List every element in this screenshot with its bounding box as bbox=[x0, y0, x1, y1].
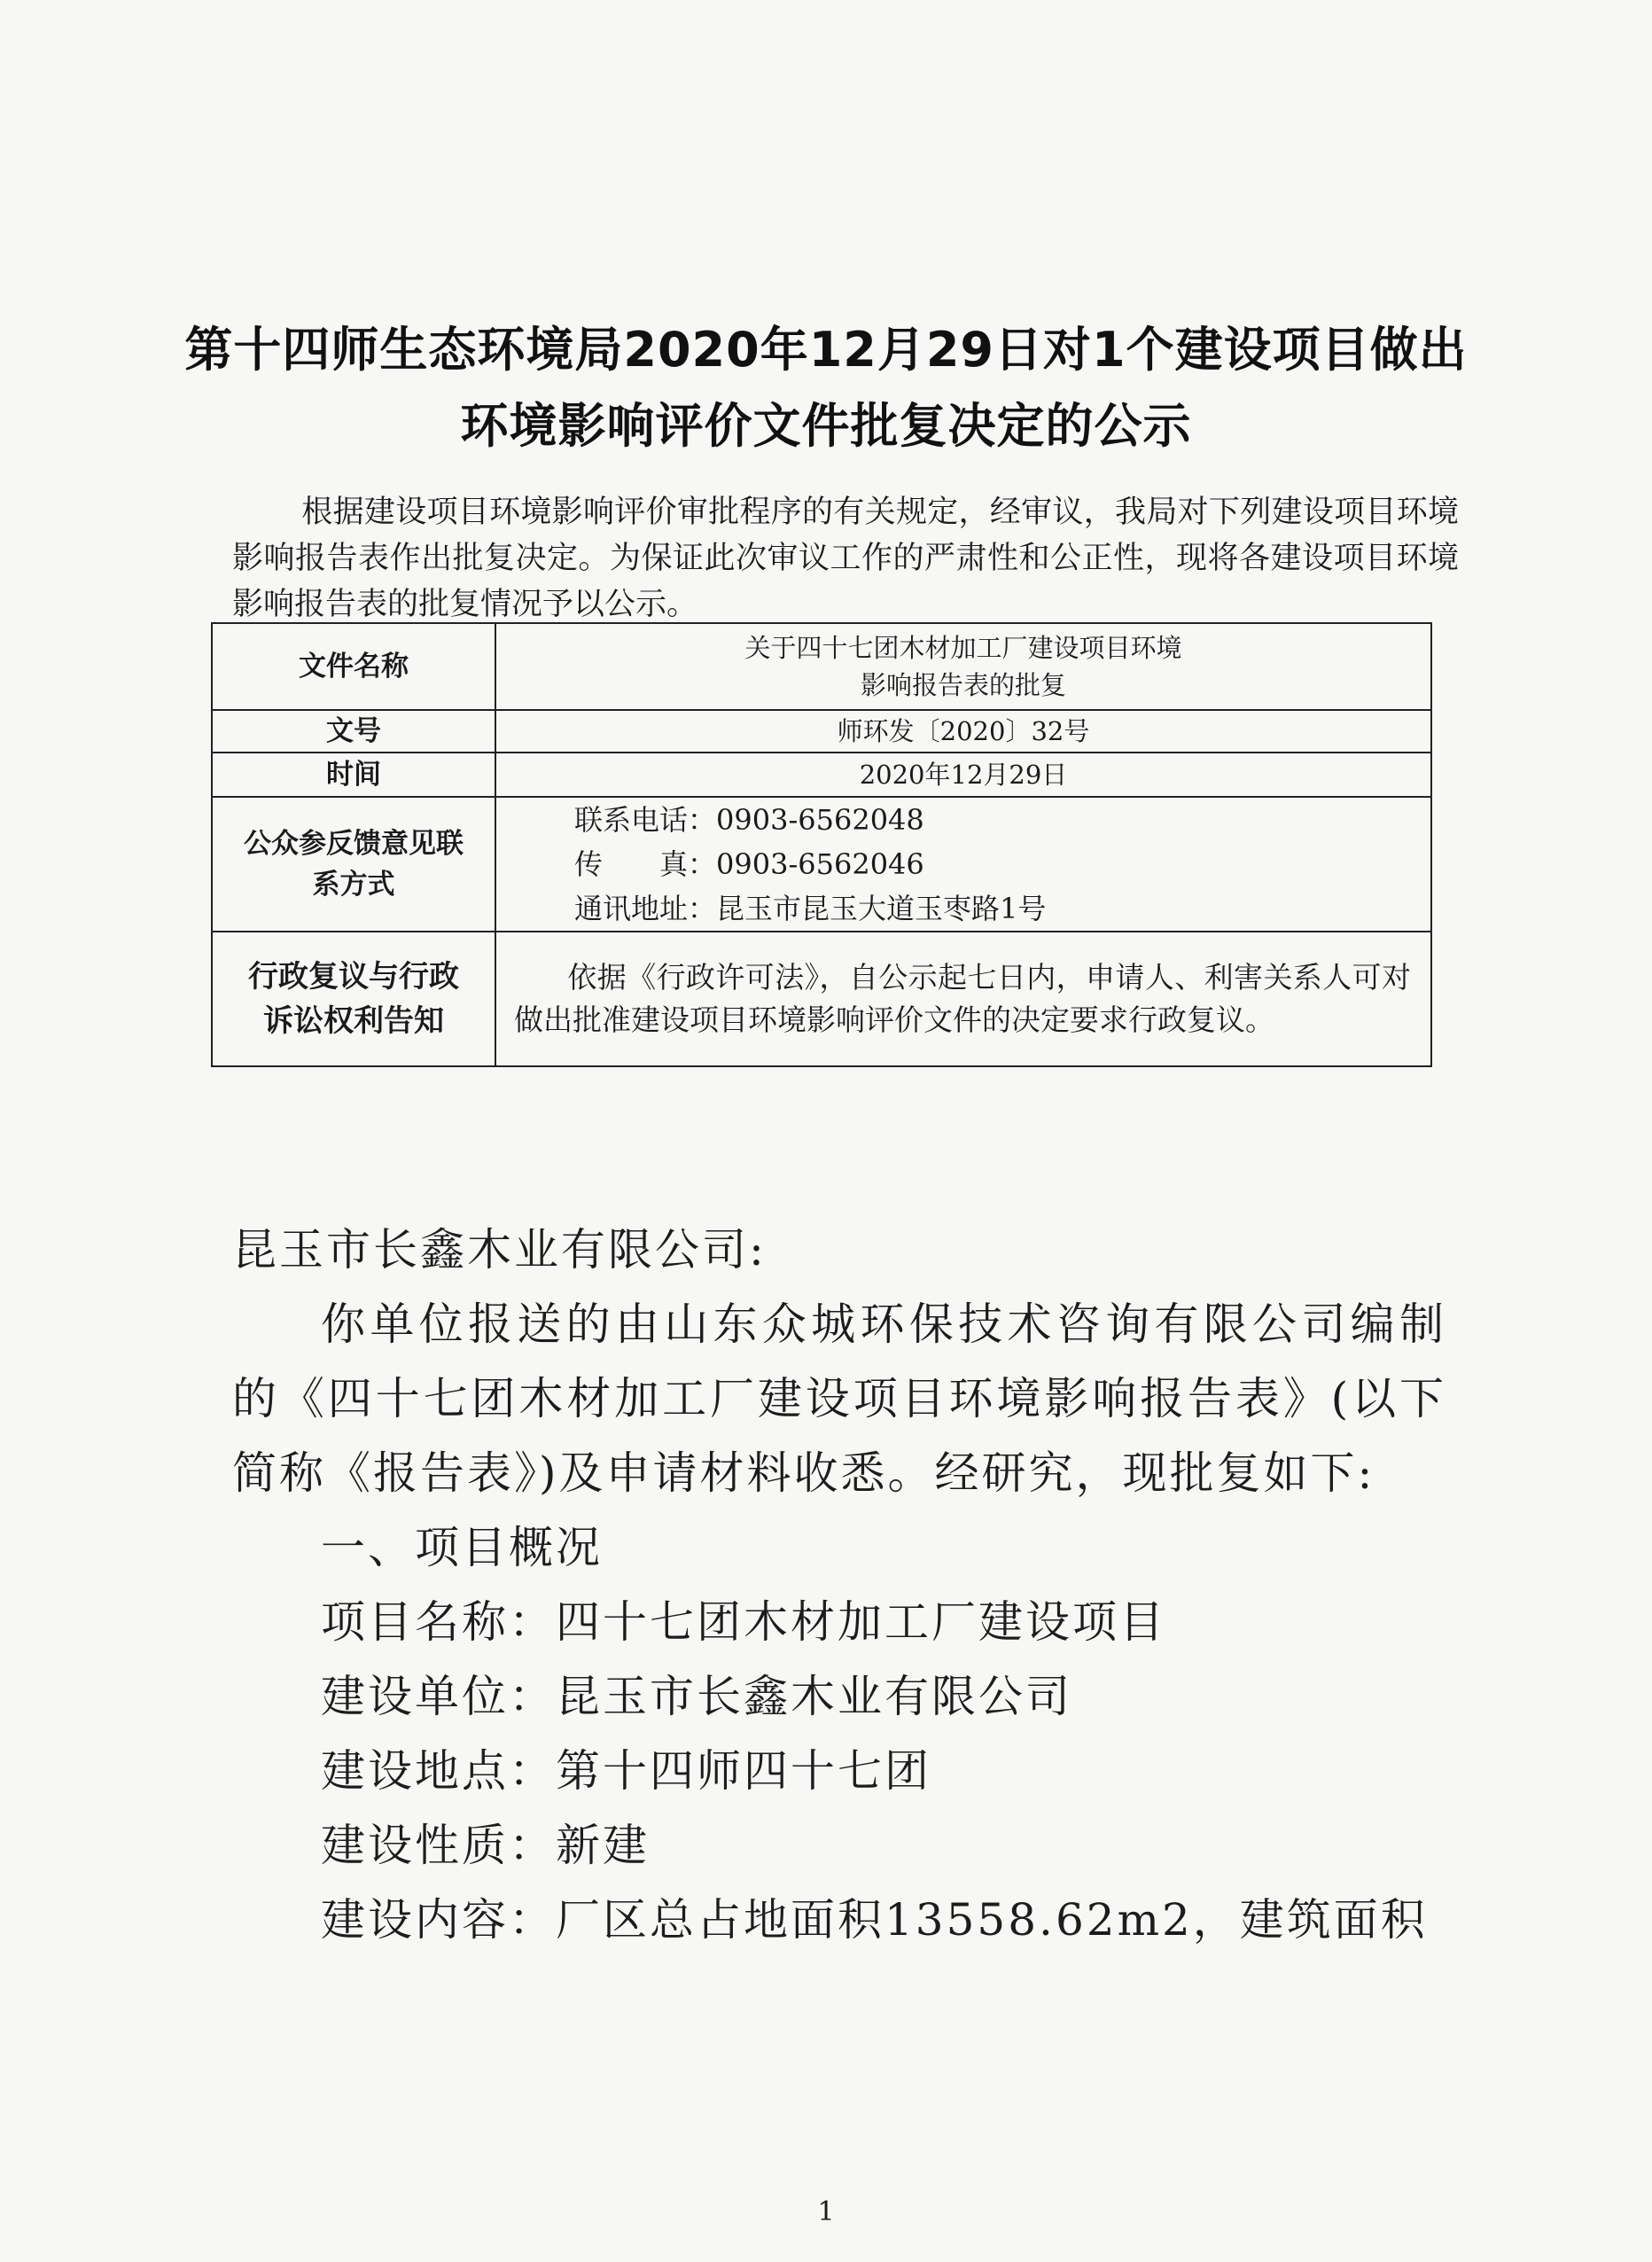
file-name-line-2: 影响报告表的批复 bbox=[860, 670, 1066, 700]
content-line: 建设内容：厂区总占地面积13558.62m2，建筑面积 bbox=[321, 1894, 1428, 1946]
contact-fax: 传 真：0903-6562046 bbox=[574, 847, 924, 881]
contact-label-line-2: 系方式 bbox=[312, 869, 395, 901]
contact-label-line-1: 公众参反馈意见联 bbox=[244, 828, 464, 860]
file-name-label: 文件名称 bbox=[212, 623, 495, 710]
letter-paragraph: 你单位报送的由山东众城环保技术咨询有限公司编制的《四十七团木材加工厂建设项目环境影响报告表》(以下简称《报告表》)及申请材料收悉。经研究，现批复如下: bbox=[232, 1299, 1446, 1499]
rights-label-line-1: 行政复议与行政 bbox=[248, 959, 459, 994]
file-name-line-1: 关于四十七团木材加工厂建设项目环境 bbox=[744, 633, 1182, 663]
doc-no-label: 文号 bbox=[212, 710, 495, 753]
nature-line: 建设性质：新建 bbox=[321, 1820, 650, 1871]
time-value: 2020年12月29日 bbox=[495, 753, 1431, 797]
rights-notice bbox=[495, 932, 1431, 1066]
document-title-line-2: 环境影响评价文件批复决定的公示 bbox=[460, 398, 1192, 454]
table-row-time bbox=[212, 753, 1431, 797]
intro-paragraph bbox=[232, 489, 1459, 628]
contact-label bbox=[212, 797, 495, 932]
letter-addressee: 昆玉市长鑫木业有限公司: bbox=[232, 1224, 767, 1275]
file-name-value bbox=[495, 623, 1431, 710]
doc-no-value: 师环发〔2020〕32号 bbox=[495, 710, 1431, 753]
location-line: 建设地点：第十四师四十七团 bbox=[321, 1745, 931, 1797]
table-row-rights bbox=[212, 932, 1431, 1066]
project-name-line: 项目名称：四十七团木材加工厂建设项目 bbox=[321, 1596, 1166, 1648]
document-title-line-1: 第十四师生态环境局2020年12月29日对1个建设项目做出 bbox=[184, 322, 1468, 378]
table-row-doc-no bbox=[212, 710, 1431, 753]
contact-address: 通讯地址：昆玉市昆玉大道玉枣路1号 bbox=[574, 892, 1047, 925]
contact-details bbox=[495, 797, 1431, 932]
table-row-contact bbox=[212, 797, 1431, 932]
time-label: 时间 bbox=[212, 753, 495, 797]
rights-label-line-2: 诉讼权利告知 bbox=[263, 1003, 444, 1039]
intro-text: 根据建设项目环境影响评价审批程序的有关规定，经审议，我局对下列建设项目环境影响报告表作出批复决定。为保证此次审议工作的严肃性和公正性，现将各建设项目环境影响报告表的批复情况予以公示。 bbox=[232, 495, 1459, 622]
section-heading-project-overview: 一、项目概况 bbox=[321, 1522, 603, 1573]
contact-phone: 联系电话：0903-6562048 bbox=[574, 803, 924, 837]
approval-info-table bbox=[211, 622, 1432, 1067]
page-number: 1 bbox=[817, 2196, 835, 2227]
rights-notice-text: 依据《行政许可法》，自公示起七日内，申请人、利害关系人可对做出批准建设项目环境影响评价文件的决定要求行政复议。 bbox=[514, 960, 1411, 1037]
builder-line: 建设单位：昆玉市长鑫木业有限公司 bbox=[321, 1671, 1072, 1722]
table-row-file-name bbox=[212, 623, 1431, 710]
approval-letter-body bbox=[232, 1213, 1446, 1957]
rights-label bbox=[212, 932, 495, 1066]
